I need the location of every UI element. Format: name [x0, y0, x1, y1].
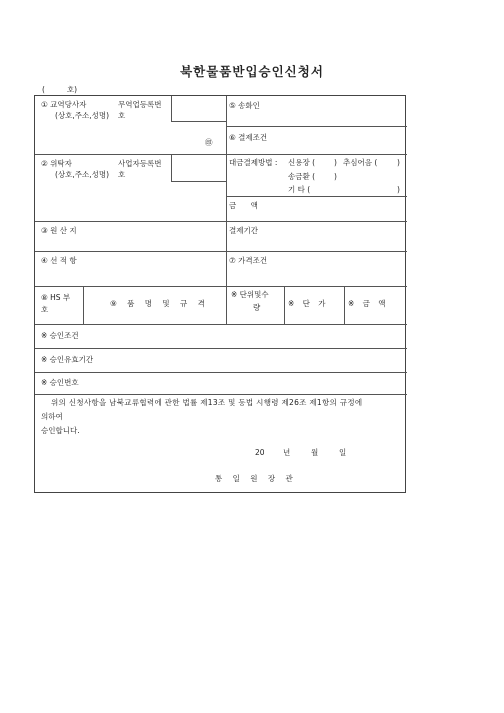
statement-line-1: 위의 신청사항을 남북교류협력에 관한 법률 제13조 및 동법 시행령 제26조 제1항의 규정에	[51, 398, 363, 407]
approval-number-label: ※ 승인번호	[41, 378, 79, 387]
issuer-title: 통 일 원 장 관	[215, 474, 297, 483]
payment-other: 기 타 (	[288, 185, 311, 194]
consignor-label: ⑤ 송화인	[229, 101, 260, 110]
col-divider	[226, 286, 227, 324]
approval-conditions-label: ※ 승인조건	[41, 331, 79, 340]
item-name-spec-header: ⑨ 품 명 및 규 격	[110, 299, 209, 308]
row-divider	[35, 324, 407, 325]
payment-remittance-close: )	[334, 172, 337, 181]
total-amount-header: ※ 금 액	[348, 299, 389, 308]
hs-code-header-2: 호	[41, 305, 49, 314]
date-prefix: 20	[255, 448, 265, 457]
date-month-label: 월	[311, 448, 319, 457]
statement-line-3: 승인합니다.	[41, 426, 80, 435]
row-divider	[35, 221, 407, 222]
row-divider	[35, 286, 407, 287]
row-divider	[35, 348, 407, 349]
origin-label: ③ 원 산 지	[41, 226, 77, 235]
date-day-label: 일	[339, 448, 347, 457]
payment-letter-of-credit-close: )	[334, 158, 337, 167]
row-divider	[35, 394, 407, 395]
hs-code-header: ⑧ HS 부	[41, 293, 71, 302]
entrusted-label: ② 위탁자	[41, 159, 72, 168]
entrusted-reg-label: 사업자등록번	[118, 159, 162, 168]
payment-other-close: )	[397, 185, 400, 194]
price-terms-label: ⑦ 가격조건	[229, 256, 268, 265]
payment-documentary-bill-close: )	[397, 158, 400, 167]
trader-reg-label-2: 호	[118, 111, 126, 120]
row-divider	[35, 372, 407, 373]
trader-sub-label: (상호,주소,성명)	[55, 111, 110, 120]
payment-method-label: 대금결제방법 :	[229, 158, 278, 167]
entrusted-reg-label-2: 호	[118, 170, 126, 179]
statement-line-2: 의하여	[41, 412, 63, 421]
date-year-label: 년	[283, 448, 291, 457]
trader-label: ① 교역당사자	[41, 100, 87, 109]
row-divider	[35, 154, 407, 155]
row-divider	[35, 251, 407, 252]
col-divider	[344, 286, 345, 324]
col-divider	[171, 96, 172, 121]
loading-port-label: ④ 선 적 항	[41, 256, 77, 265]
reg-box-line	[171, 121, 226, 122]
col-divider	[284, 286, 285, 324]
unit-price-header: ※ 단 가	[288, 299, 329, 308]
row-divider	[226, 126, 407, 127]
doc-no-open: (	[42, 85, 45, 94]
seal-icon: ㊞	[205, 138, 213, 147]
doc-no-suffix: 호)	[66, 85, 78, 94]
trader-reg-label: 무역업등록번	[118, 100, 162, 109]
col-divider	[226, 96, 227, 286]
settlement-terms-label: ⑥ 결제조건	[229, 133, 268, 142]
unit-qty-header: ※ 단위및수	[231, 290, 269, 299]
application-form-table	[34, 95, 406, 493]
reg-box-line	[171, 181, 226, 182]
row-divider	[226, 196, 407, 197]
approval-validity-label: ※ 승인유효기간	[41, 355, 94, 364]
settlement-period-label: 결제기간	[229, 226, 258, 235]
form-title: 북한물품반입승인신청서	[180, 64, 324, 79]
payment-documentary-bill: 추심어음 (	[343, 158, 378, 167]
payment-letter-of-credit: 신용장 (	[288, 158, 316, 167]
entrusted-sub-label: (상호,주소,성명)	[55, 170, 110, 179]
unit-qty-header-2: 량	[253, 303, 261, 312]
col-divider	[171, 154, 172, 181]
document-number	[42, 84, 77, 95]
amount-label: 금 액	[229, 201, 264, 210]
col-divider	[83, 286, 84, 324]
payment-remittance: 송금환 (	[288, 172, 316, 181]
